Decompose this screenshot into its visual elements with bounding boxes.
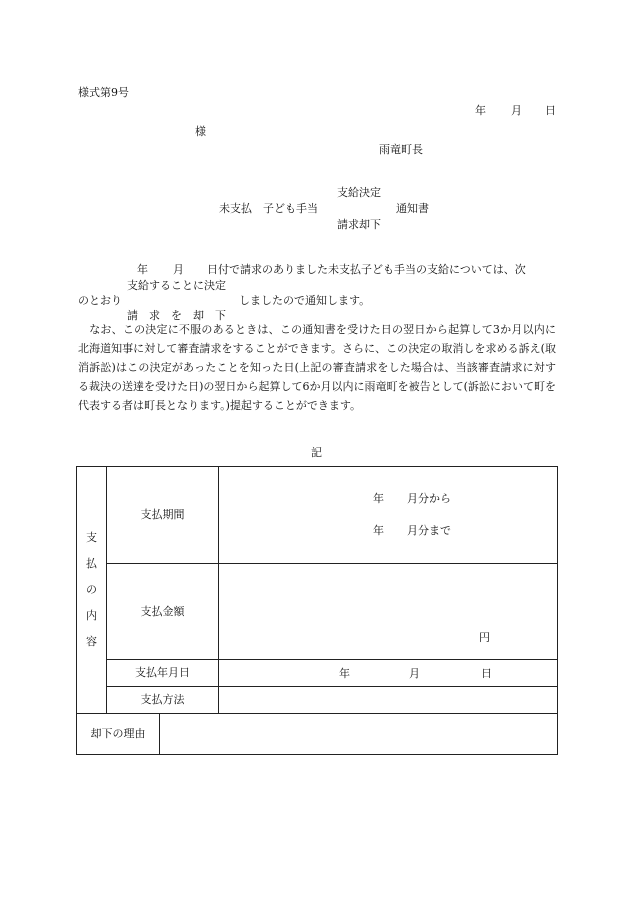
payment-date-year: 年 <box>339 667 350 680</box>
rejection-reason-label: 却下の理由 <box>77 714 160 755</box>
payment-date-value-cell[interactable] <box>219 660 558 687</box>
title-suffix: 通知書 <box>396 202 429 215</box>
body-line2-start: のとおり <box>78 294 122 307</box>
body-line1: 日付で請求のありました未支払子ども手当の支給については、次 <box>207 263 526 276</box>
period-from-year: 年 <box>373 492 384 505</box>
period-value-cell[interactable] <box>219 467 558 564</box>
title-option-top: 支給決定 <box>337 186 381 199</box>
period-row <box>77 467 558 564</box>
amount-label: 支払金額 <box>107 564 219 660</box>
ki-heading: 記 <box>311 446 322 459</box>
payment-method-value-cell[interactable] <box>219 687 558 714</box>
date-day-label: 日 <box>545 104 556 117</box>
body-line2-end: しましたので通知します。 <box>239 294 371 307</box>
payment-date-label: 支払年月日 <box>107 660 219 687</box>
form-number: 様式第9号 <box>78 86 129 99</box>
payment-method-row <box>77 687 558 714</box>
payment-date-month: 月 <box>409 667 420 680</box>
period-label: 支払期間 <box>107 467 219 564</box>
body-date-year: 年 <box>137 263 148 276</box>
title-option-bottom: 請求却下 <box>337 218 381 231</box>
payment-method-label: 支払方法 <box>107 687 219 714</box>
rejection-reason-value-cell[interactable] <box>160 714 558 755</box>
group-char: 支 <box>86 531 97 544</box>
appeal-notice: なお、この決定に不服のあるときは、この通知書を受けた日の翌日から起算して3か月以内に北海道知事に対して審査請求をすることができます。さらに、この決定の取消しを求める訴え(取消訴訟)はこの決定があったことを知った日(上記の審査請求をした場合は、当該審査請求に対する裁決の送達を受けた日)の翌日から起算して6か月以内に雨竜町を被告として(訴訟において町を代表する者は町長となります。)提起することができます。 <box>78 323 556 412</box>
payment-date-row <box>77 660 558 687</box>
period-to-month: 月分まで <box>407 524 451 537</box>
rejection-reason-row <box>77 714 558 755</box>
amount-unit: 円 <box>479 631 490 644</box>
group-char: 容 <box>86 635 97 648</box>
group-char: の <box>86 583 97 596</box>
payment-content-group-label <box>77 467 107 714</box>
title-prefix: 未支払 子ども手当 <box>219 202 318 215</box>
amount-row <box>77 564 558 660</box>
addressee-suffix: 様 <box>195 125 206 138</box>
payment-date-day: 日 <box>481 667 492 680</box>
issuer-name: 雨竜町長 <box>379 143 423 156</box>
body-date-month: 月 <box>173 263 184 276</box>
body-option-top: 支給することに決定 <box>127 279 226 292</box>
period-from-month: 月分から <box>407 492 451 505</box>
date-month-label: 月 <box>511 104 522 117</box>
group-char: 内 <box>86 609 97 622</box>
group-char: 払 <box>86 557 97 570</box>
period-to-year: 年 <box>373 524 384 537</box>
amount-value-cell[interactable] <box>219 564 558 660</box>
date-year-label: 年 <box>475 104 486 117</box>
payment-details-table <box>76 466 558 755</box>
body-option-bottom: 請 求 を 却 下 <box>127 309 226 322</box>
